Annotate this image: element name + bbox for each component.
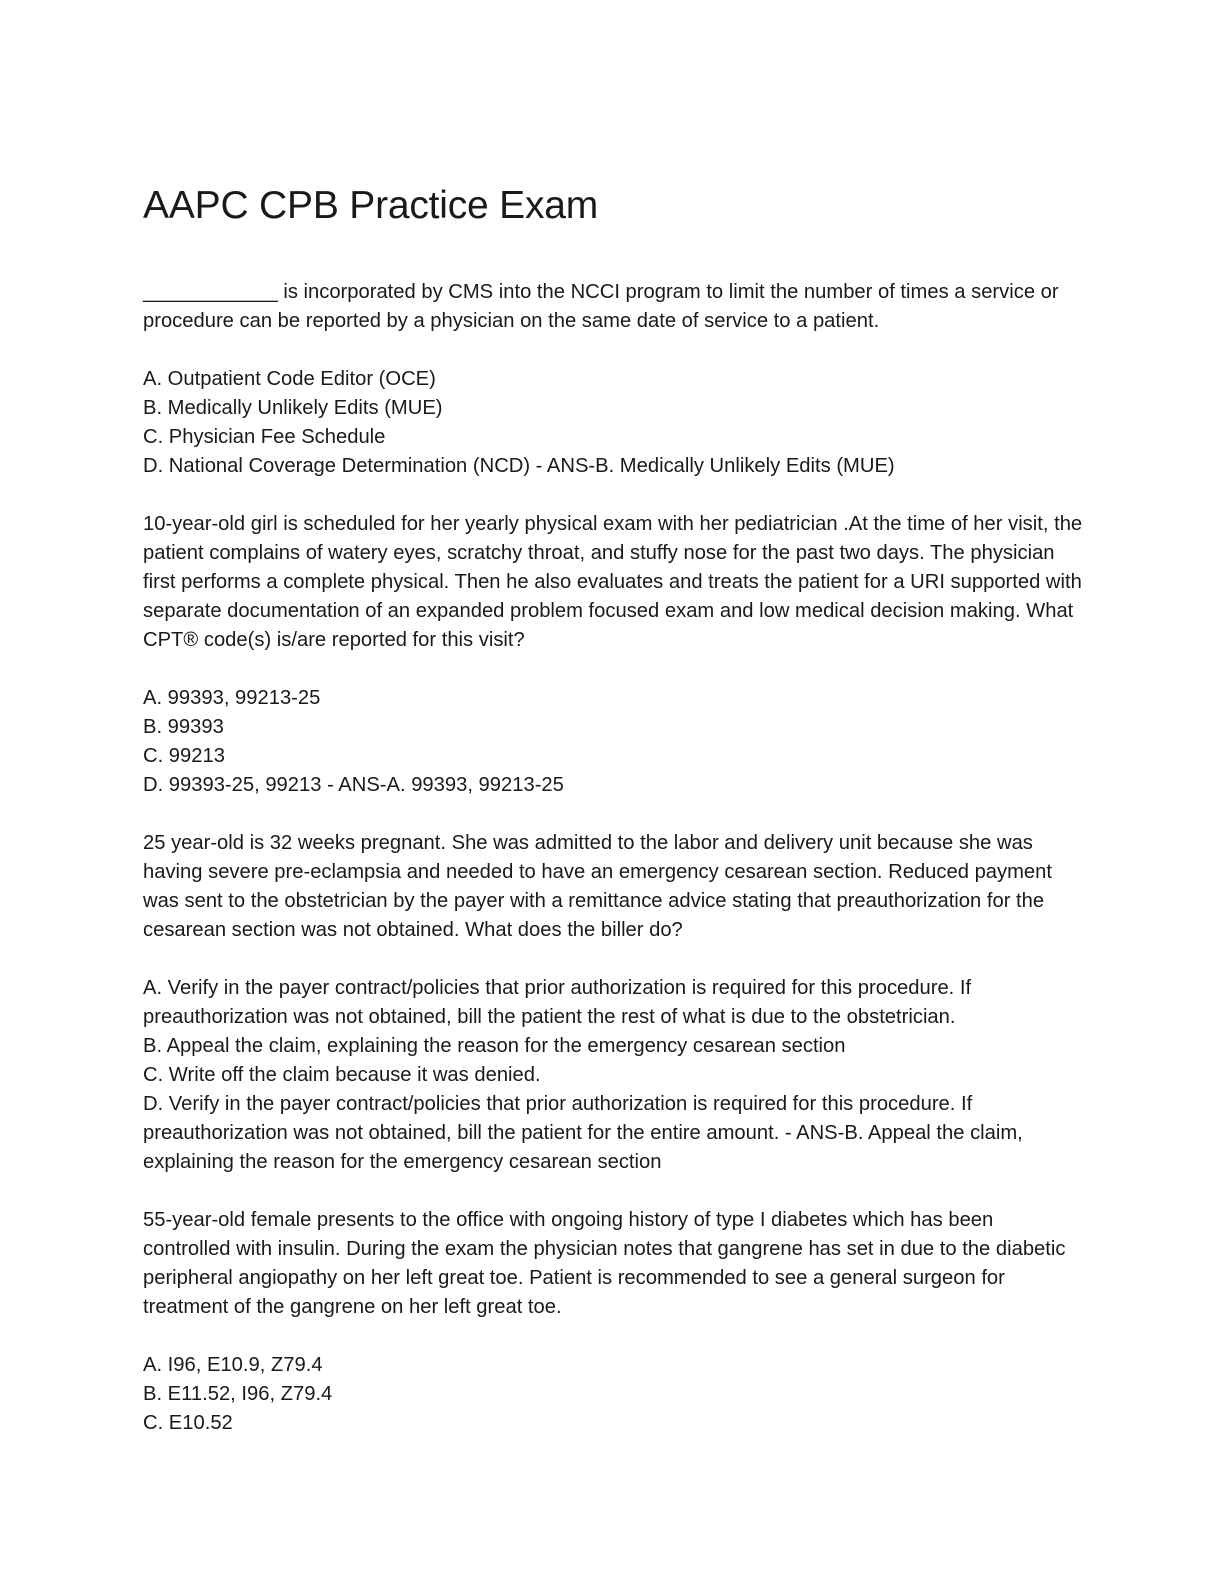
option-d-with-answer: D. 99393-25, 99213 - ANS-A. 99393, 99213-25 bbox=[143, 774, 564, 796]
question-2 bbox=[143, 510, 1083, 800]
question-1 bbox=[143, 278, 1083, 481]
option-b: B. 99393 bbox=[143, 716, 224, 738]
option-c: C. Write off the claim because it was denied. bbox=[143, 1064, 541, 1086]
question-stem-text: 25 year-old is 32 weeks pregnant. She was admitted to the labor and delivery unit because she was having severe pre-eclampsia and needed to have an emergency cesarean section. Reduced payment was sent to the obstetrician by the payer with a remittance advice stating that preauthorization for the cesarean section was not obtained. What does the biller do? bbox=[143, 832, 1052, 941]
option-a: A. Outpatient Code Editor (OCE) bbox=[143, 368, 436, 390]
question-4 bbox=[143, 1206, 1083, 1438]
answer-options bbox=[143, 1351, 1083, 1438]
page-title: AAPC CPB Practice Exam bbox=[143, 184, 599, 227]
question-stem-text: ____________ is incorporated by CMS into the NCCI program to limit the number of times a service or procedure can be reported by a physician on the same date of service to a patient. bbox=[143, 281, 1059, 332]
question-stem bbox=[143, 278, 1083, 336]
option-c: C. 99213 bbox=[143, 745, 225, 767]
option-c: C. E10.52 bbox=[143, 1412, 233, 1434]
option-b: B. Appeal the claim, explaining the reason for the emergency cesarean section bbox=[143, 1035, 846, 1057]
question-stem-text: 55-year-old female presents to the office with ongoing history of type I diabetes which has been controlled with insulin. During the exam the physician notes that gangrene has set in due to the diabetic peripheral angiopathy on her left great toe. Patient is recommended to see a general surgeon for treatment of the gangrene on her left great toe. bbox=[143, 1209, 1066, 1318]
question-3 bbox=[143, 829, 1083, 1177]
option-b: B. Medically Unlikely Edits (MUE) bbox=[143, 397, 443, 419]
option-a: A. Verify in the payer contract/policies that prior authorization is required for this procedure. If preauthorization was not obtained, bill the patient the rest of what is due to the obstetrician. bbox=[143, 977, 972, 1028]
option-c: C. Physician Fee Schedule bbox=[143, 426, 386, 448]
question-stem bbox=[143, 1206, 1083, 1322]
option-b: B. E11.52, I96, Z79.4 bbox=[143, 1383, 333, 1405]
question-stem bbox=[143, 829, 1083, 945]
answer-options bbox=[143, 365, 1083, 481]
option-d-with-answer: D. National Coverage Determination (NCD) - ANS-B. Medically Unlikely Edits (MUE) bbox=[143, 455, 895, 477]
option-a: A. I96, E10.9, Z79.4 bbox=[143, 1354, 323, 1376]
question-stem-text: 10-year-old girl is scheduled for her yearly physical exam with her pediatrician .At the time of her visit, the patient complains of watery eyes, scratchy throat, and stuffy nose for the past two days. The physician first performs a complete physical. Then he also evaluates and treats the patient for a URI supported with separate documentation of an expanded problem focused exam and low medical decision making. What CPT® code(s) is/are reported for this visit? bbox=[143, 513, 1083, 651]
option-d-with-answer: D. Verify in the payer contract/policies that prior authorization is required for this procedure. If preauthorization was not obtained, bill the patient for the entire amount. - ANS-B. Appeal the claim, explaining the reason for the emergency cesarean section bbox=[143, 1093, 1023, 1173]
document-page bbox=[143, 183, 1083, 1467]
answer-options bbox=[143, 684, 1083, 800]
answer-options bbox=[143, 974, 1083, 1177]
option-a: A. 99393, 99213-25 bbox=[143, 687, 321, 709]
question-stem bbox=[143, 510, 1083, 655]
